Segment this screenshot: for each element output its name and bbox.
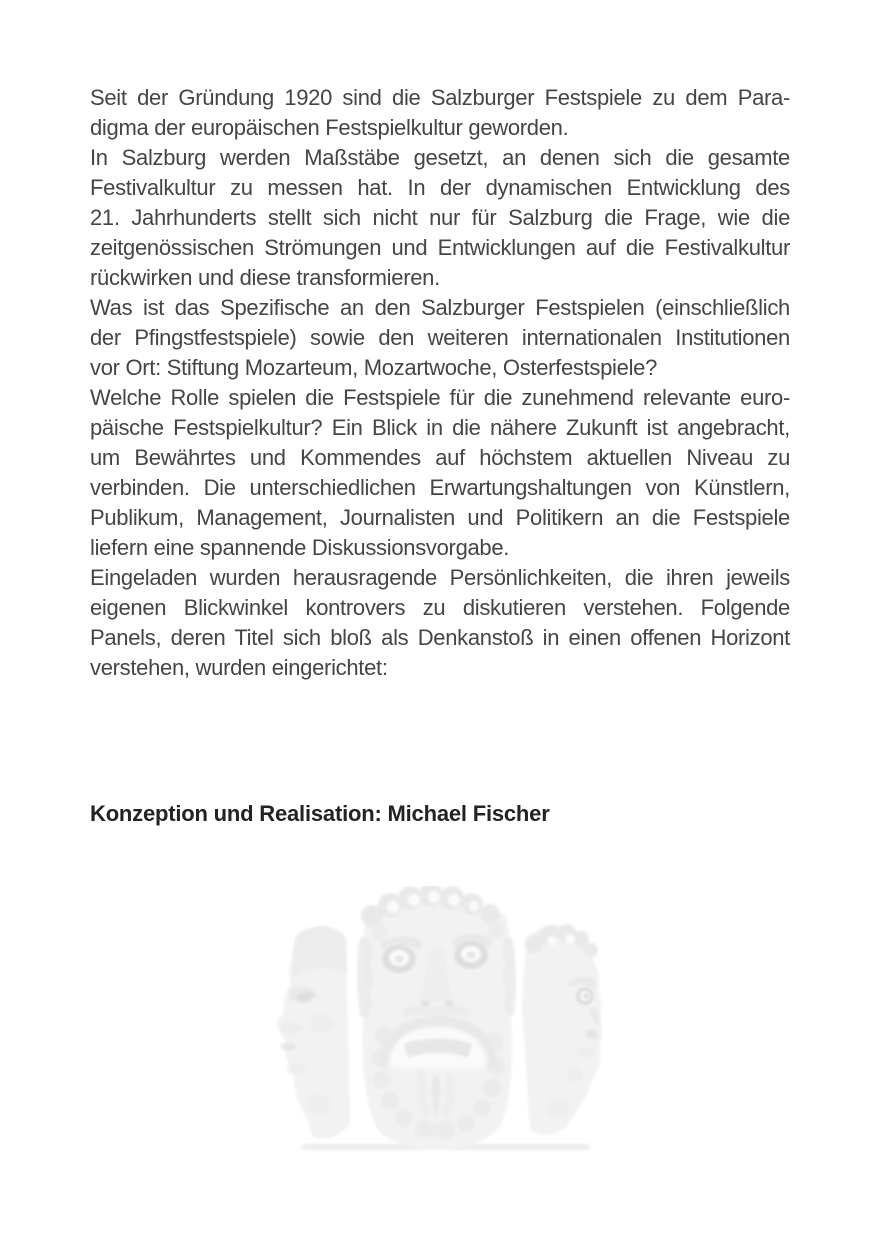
text-line: um Bewährtes und Kommendes auf höchstem aktuellen Niveau zu bbox=[90, 445, 790, 470]
text-line: digma der europäischen Festspielkultur geworden. bbox=[90, 115, 569, 140]
text-line: Eingeladen wurden herausragende Persönlichkeiten, die ihren jeweils bbox=[90, 565, 790, 590]
text-line: Panels, deren Titel sich bloß als Denkanstoß in einen offenen Horizont bbox=[90, 625, 790, 650]
credit-line: Konzeption und Realisation: Michael Fischer bbox=[90, 801, 550, 826]
text-line: der Pfingstfestspiele) sowie den weiteren internationalen Institutionen bbox=[90, 325, 790, 350]
text-line: 21. Jahrhunderts stellt sich nicht nur für Salzburg die Frage, wie die bbox=[90, 205, 790, 230]
center-mask bbox=[357, 886, 516, 1150]
text-line: rückwirken und diese transformieren. bbox=[90, 265, 440, 290]
text-line: verbinden. Die unterschiedlichen Erwartungshaltungen von Künstlern, bbox=[90, 475, 790, 500]
text-line: eigenen Blickwinkel kontrovers zu diskutieren verstehen. Folgende bbox=[90, 595, 790, 620]
text-line: liefern eine spannende Diskussionsvorgabe. bbox=[90, 535, 510, 560]
text-line: verstehen, wurden eingerichtet: bbox=[90, 655, 388, 680]
text-line: Seit der Gründung 1920 sind die Salzburger Festspiele zu dem Para- bbox=[90, 85, 790, 110]
text-line: päische Festspielkultur? Ein Blick in die nähere Zukunft ist angebracht, bbox=[90, 415, 790, 440]
text-line: vor Ort: Stiftung Mozarteum, Mozartwoche, Osterfestspiele? bbox=[90, 355, 658, 380]
text-line: Was ist das Spezifische an den Salzburger Festspielen (einschließlich bbox=[90, 295, 790, 320]
text-line: Publikum, Management, Journalisten und Politikern an die Festspiele bbox=[90, 505, 790, 530]
right-mask bbox=[522, 924, 602, 1135]
theatre-masks-image bbox=[268, 886, 604, 1154]
text-line: zeitgenössischen Strömungen und Entwicklungen auf die Festivalkultur bbox=[90, 235, 790, 260]
theatre-masks-figure bbox=[268, 886, 604, 1154]
body-text bbox=[90, 83, 790, 683]
text-line: Welche Rolle spielen die Festspiele für die zunehmend relevante euro- bbox=[90, 385, 790, 410]
left-mask bbox=[277, 926, 350, 1139]
text-line: Festivalkultur zu messen hat. In der dynamischen Entwicklung des bbox=[90, 175, 790, 200]
text-line: In Salzburg werden Maßstäbe gesetzt, an denen sich die gesamte bbox=[90, 145, 790, 170]
